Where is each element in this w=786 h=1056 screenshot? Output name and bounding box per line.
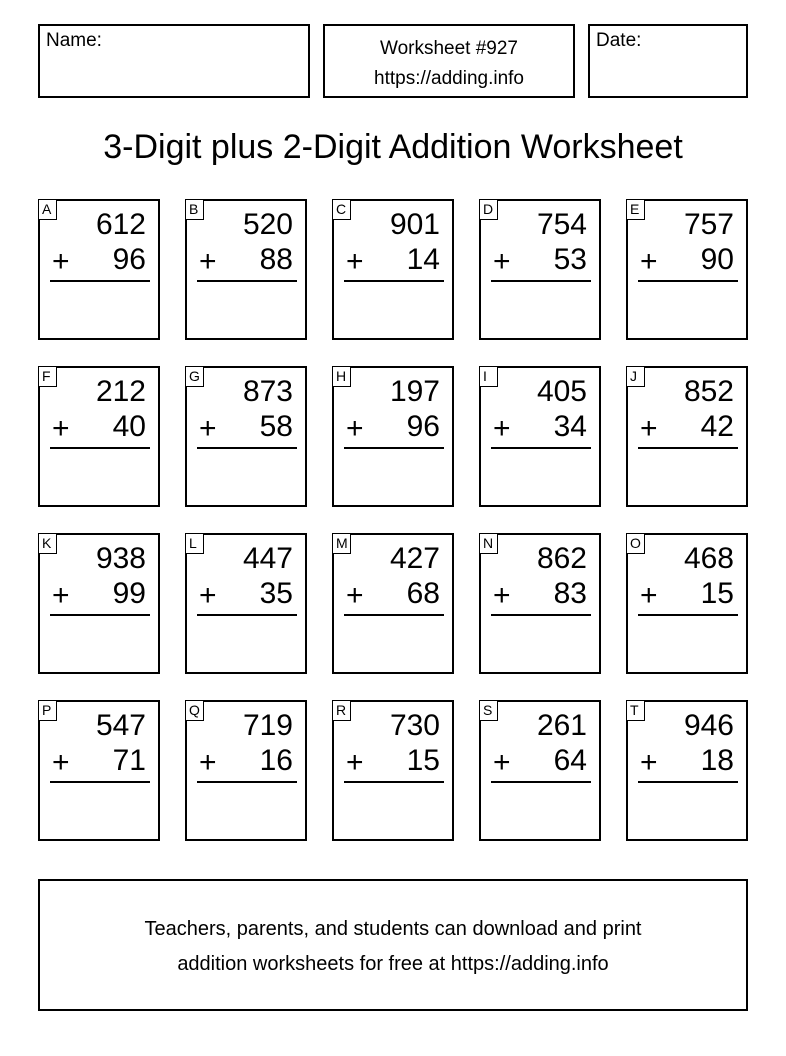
top-addend: 212 xyxy=(95,375,146,408)
plus-sign: + xyxy=(640,579,658,612)
bottom-addend: 58 xyxy=(259,410,293,443)
bottom-addend: 83 xyxy=(553,577,587,610)
answer-line xyxy=(197,280,297,282)
answer-line xyxy=(344,614,444,616)
problem-card[interactable] xyxy=(479,533,601,674)
date-box[interactable] xyxy=(588,24,748,98)
bottom-addend: 68 xyxy=(406,577,440,610)
top-addend: 757 xyxy=(683,208,734,241)
plus-sign: + xyxy=(199,746,217,779)
answer-line xyxy=(638,614,738,616)
top-addend: 946 xyxy=(683,709,734,742)
answer-line xyxy=(50,280,150,282)
top-addend: 754 xyxy=(536,208,587,241)
worksheet-id: Worksheet #927 xyxy=(379,38,518,59)
footer-box xyxy=(38,879,748,1011)
answer-line xyxy=(50,614,150,616)
top-addend: 261 xyxy=(536,709,587,742)
plus-sign: + xyxy=(640,746,658,779)
problem-letter: T xyxy=(626,700,645,721)
bottom-addend: 16 xyxy=(259,744,293,777)
problem-card[interactable] xyxy=(626,366,748,507)
problem-card[interactable] xyxy=(185,533,307,674)
problem-letter: N xyxy=(479,533,498,554)
problem-card[interactable] xyxy=(185,366,307,507)
top-addend: 520 xyxy=(242,208,293,241)
problem-letter: O xyxy=(626,533,645,554)
plus-sign: + xyxy=(346,245,364,278)
problem-letter: J xyxy=(626,366,645,387)
plus-sign: + xyxy=(493,746,511,779)
answer-line xyxy=(197,614,297,616)
problem-card[interactable] xyxy=(332,700,454,841)
bottom-addend: 35 xyxy=(259,577,293,610)
plus-sign: + xyxy=(640,412,658,445)
answer-line xyxy=(197,781,297,783)
bottom-addend: 53 xyxy=(553,243,587,276)
top-addend: 938 xyxy=(95,542,146,575)
bottom-addend: 34 xyxy=(553,410,587,443)
problem-letter: S xyxy=(479,700,498,721)
answer-line xyxy=(50,447,150,449)
top-addend: 427 xyxy=(389,542,440,575)
footer-line-2: addition worksheets for free at https://adding.info xyxy=(177,953,609,975)
problem-card[interactable] xyxy=(38,199,160,340)
top-addend: 873 xyxy=(242,375,293,408)
plus-sign: + xyxy=(346,412,364,445)
top-addend: 405 xyxy=(536,375,587,408)
worksheet-url: https://adding.info xyxy=(374,68,524,89)
problem-card[interactable] xyxy=(626,199,748,340)
answer-line xyxy=(491,614,591,616)
problem-letter: H xyxy=(332,366,351,387)
plus-sign: + xyxy=(52,245,70,278)
bottom-addend: 90 xyxy=(700,243,734,276)
answer-line xyxy=(344,447,444,449)
bottom-addend: 64 xyxy=(553,744,587,777)
answer-line xyxy=(638,447,738,449)
problem-card[interactable] xyxy=(626,533,748,674)
plus-sign: + xyxy=(199,412,217,445)
top-addend: 862 xyxy=(536,542,587,575)
top-addend: 730 xyxy=(389,709,440,742)
problem-letter: Q xyxy=(185,700,204,721)
problem-letter: A xyxy=(38,199,57,220)
problem-letter: R xyxy=(332,700,351,721)
plus-sign: + xyxy=(493,579,511,612)
bottom-addend: 42 xyxy=(700,410,734,443)
bottom-addend: 71 xyxy=(112,744,146,777)
answer-line xyxy=(50,781,150,783)
bottom-addend: 99 xyxy=(112,577,146,610)
top-addend: 547 xyxy=(95,709,146,742)
problem-letter: D xyxy=(479,199,498,220)
answer-line xyxy=(491,280,591,282)
answer-line xyxy=(344,280,444,282)
name-box[interactable] xyxy=(38,24,310,98)
plus-sign: + xyxy=(52,412,70,445)
problem-letter: C xyxy=(332,199,351,220)
problem-card[interactable] xyxy=(332,366,454,507)
plus-sign: + xyxy=(52,579,70,612)
top-addend: 901 xyxy=(389,208,440,241)
top-addend: 447 xyxy=(242,542,293,575)
problem-card[interactable] xyxy=(479,366,601,507)
problem-card[interactable] xyxy=(479,700,601,841)
plus-sign: + xyxy=(199,579,217,612)
problem-letter: M xyxy=(332,533,351,554)
bottom-addend: 40 xyxy=(112,410,146,443)
plus-sign: + xyxy=(346,746,364,779)
problem-card[interactable] xyxy=(626,700,748,841)
bottom-addend: 14 xyxy=(406,243,440,276)
answer-line xyxy=(491,447,591,449)
problem-card[interactable] xyxy=(38,533,160,674)
top-addend: 719 xyxy=(242,709,293,742)
problem-card[interactable] xyxy=(38,366,160,507)
problem-card[interactable] xyxy=(332,199,454,340)
problem-card[interactable] xyxy=(479,199,601,340)
problem-letter: L xyxy=(185,533,204,554)
answer-line xyxy=(638,280,738,282)
bottom-addend: 96 xyxy=(406,410,440,443)
problem-letter: K xyxy=(38,533,57,554)
plus-sign: + xyxy=(52,746,70,779)
bottom-addend: 15 xyxy=(406,744,440,777)
problem-letter: F xyxy=(38,366,57,387)
plus-sign: + xyxy=(493,412,511,445)
page-title: 3-Digit plus 2-Digit Addition Worksheet xyxy=(103,128,683,166)
bottom-addend: 18 xyxy=(700,744,734,777)
bottom-addend: 96 xyxy=(112,243,146,276)
bottom-addend: 88 xyxy=(259,243,293,276)
top-addend: 468 xyxy=(683,542,734,575)
plus-sign: + xyxy=(199,245,217,278)
problem-card[interactable] xyxy=(185,700,307,841)
answer-line xyxy=(197,447,297,449)
plus-sign: + xyxy=(640,245,658,278)
bottom-addend: 15 xyxy=(700,577,734,610)
name-label: Name: xyxy=(46,30,102,51)
answer-line xyxy=(344,781,444,783)
footer-line-1: Teachers, parents, and students can download and print xyxy=(144,918,642,940)
top-addend: 197 xyxy=(389,375,440,408)
problem-card[interactable] xyxy=(185,199,307,340)
top-addend: 612 xyxy=(95,208,146,241)
date-label: Date: xyxy=(596,30,642,51)
problem-letter: E xyxy=(626,199,645,220)
problem-letter: B xyxy=(185,199,204,220)
answer-line xyxy=(638,781,738,783)
problem-letter: I xyxy=(479,366,498,387)
problem-card[interactable] xyxy=(38,700,160,841)
top-addend: 852 xyxy=(683,375,734,408)
plus-sign: + xyxy=(493,245,511,278)
worksheet-info-box xyxy=(323,24,575,98)
problem-card[interactable] xyxy=(332,533,454,674)
answer-line xyxy=(491,781,591,783)
problem-letter: G xyxy=(185,366,204,387)
plus-sign: + xyxy=(346,579,364,612)
problem-letter: P xyxy=(38,700,57,721)
